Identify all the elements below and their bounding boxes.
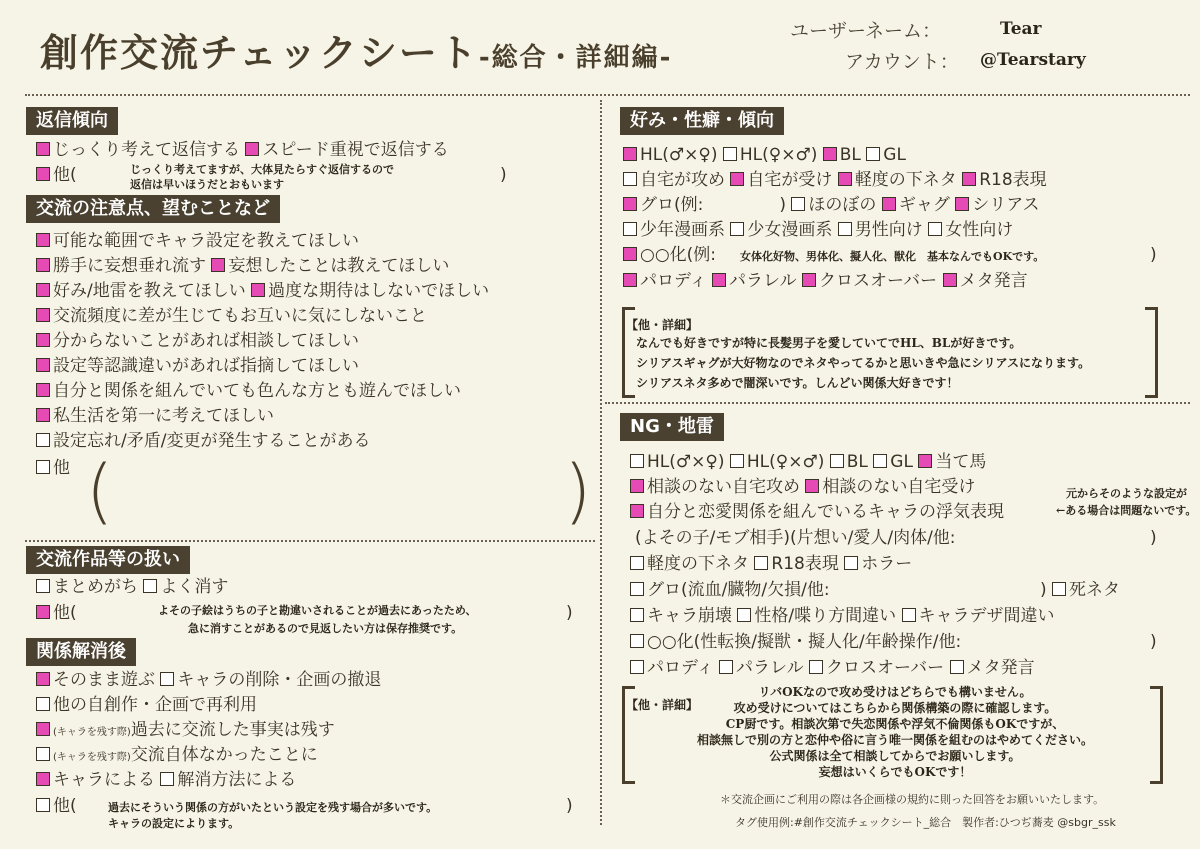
title-sub: -総合・詳細編- bbox=[478, 43, 673, 73]
reply-row-1: じっくり考えて返信する スピード重視で返信する bbox=[36, 138, 449, 163]
checkbox-checked[interactable] bbox=[36, 283, 50, 297]
checkbox-unchecked[interactable] bbox=[873, 454, 887, 468]
footer-note: ＊交流企画にご利用の際は各企画様の規約に則った回答をお願いいたします。 bbox=[720, 793, 1105, 806]
likes-row: グロ(例: ) ほのぼの ギャグ シリアス bbox=[623, 193, 1040, 218]
checkbox-unchecked[interactable] bbox=[844, 556, 858, 570]
checkbox-unchecked[interactable] bbox=[791, 197, 805, 211]
checkbox-unchecked[interactable] bbox=[866, 147, 880, 161]
checkbox-checked[interactable] bbox=[918, 454, 932, 468]
checkbox-unchecked[interactable] bbox=[730, 454, 744, 468]
checkbox-checked[interactable] bbox=[36, 308, 50, 322]
checkbox-checked[interactable] bbox=[36, 233, 50, 247]
ng-row: ○○化(性転換/擬獣・擬人化/年齢操作/他: bbox=[630, 630, 961, 655]
ng-row: パロディ パラレル クロスオーバー メタ発言 bbox=[630, 656, 1035, 681]
likes-row: 自宅が攻め 自宅が受け 軽度の下ネタ R18表現 bbox=[623, 168, 1047, 193]
works-note-1: よその子絵はうちの子と勘違いされることが過去にあったため、 bbox=[158, 604, 477, 617]
likes-transform-close: ) bbox=[1150, 245, 1157, 265]
likes-detail-line: なんでも好きですが特に長髪男子を愛していてでHL、BLが好きです。 bbox=[636, 336, 1022, 350]
checkbox-checked[interactable] bbox=[838, 172, 852, 186]
checkbox-checked[interactable] bbox=[36, 672, 50, 686]
likes-row: 少年漫画系 少女漫画系 男性向け 女性向け bbox=[623, 218, 1013, 243]
works-row: まとめがち よく消す bbox=[36, 575, 228, 600]
wish-line: 好み/地雷を教えてほしい 過度な期待はしないでほしい bbox=[36, 279, 489, 304]
dissolve-line: 他の自創作・企画で再利用 bbox=[36, 693, 257, 718]
checkbox-unchecked[interactable] bbox=[630, 556, 644, 570]
checkbox-checked[interactable] bbox=[955, 197, 969, 211]
dissolve-line: そのまま遊ぶ キャラの削除・企画の撤退 bbox=[36, 668, 381, 693]
checkbox-checked[interactable] bbox=[623, 247, 637, 261]
checkbox-checked[interactable] bbox=[251, 283, 265, 297]
reply-note-2: 返信は早いほうだとおもいます bbox=[130, 178, 284, 191]
ng-row: 相談のない自宅攻め 相談のない自宅受け bbox=[630, 475, 975, 500]
checkbox-checked[interactable] bbox=[962, 172, 976, 186]
dissolve-other: 他( bbox=[36, 794, 77, 819]
ng-row-sub: (よその子/モブ相手)(片想い/愛人/肉体/他: bbox=[635, 528, 956, 548]
checkbox-checked[interactable] bbox=[36, 167, 50, 181]
checkbox-unchecked[interactable] bbox=[630, 608, 644, 622]
checkbox-checked[interactable] bbox=[730, 172, 744, 186]
checkbox-unchecked[interactable] bbox=[36, 579, 50, 593]
checkbox-checked[interactable] bbox=[805, 479, 819, 493]
checkbox-checked[interactable] bbox=[823, 147, 837, 161]
checkbox-checked[interactable] bbox=[36, 383, 50, 397]
likes-row: HL(♂×♀) HL(♀×♂) BL GL bbox=[623, 143, 906, 168]
dissolve-line: キャラによる 解消方法による bbox=[36, 768, 296, 793]
checkbox-unchecked[interactable] bbox=[36, 460, 50, 474]
dissolve-note-1: 過去にそういう関係の方がいたという設定を残す場合が多いです。 bbox=[108, 801, 438, 814]
username-value: Tear bbox=[1000, 19, 1042, 39]
checkbox-unchecked[interactable] bbox=[36, 747, 50, 761]
checkbox-unchecked[interactable] bbox=[630, 660, 644, 674]
reply-note-1: じっくり考えてますが、大体見たらすぐ返信するので bbox=[130, 163, 394, 176]
checkbox-checked[interactable] bbox=[802, 273, 816, 287]
wish-line: 可能な範囲でキャラ設定を教えてほしい bbox=[36, 229, 359, 254]
likes-transform-note: 女体化好物、男体化、擬人化、獣化 基本なんでもOKです。 bbox=[740, 250, 1045, 263]
checkbox-checked[interactable] bbox=[211, 258, 225, 272]
wish-line: 分からないことがあれば相談してほしい bbox=[36, 329, 359, 354]
checkbox-unchecked[interactable] bbox=[838, 222, 852, 236]
checkbox-checked[interactable] bbox=[36, 408, 50, 422]
wish-line: 設定等認識違いがあれば指摘してほしい bbox=[36, 354, 359, 379]
ng-row: 軽度の下ネタ R18表現 ホラー bbox=[630, 552, 912, 577]
checkbox-unchecked[interactable] bbox=[623, 172, 637, 186]
checkbox-unchecked[interactable] bbox=[928, 222, 942, 236]
checkbox-checked[interactable] bbox=[36, 772, 50, 786]
reply-other-close: ) bbox=[500, 165, 507, 185]
dissolve-other-close: ) bbox=[566, 796, 573, 816]
ng-row-sub-close: ) bbox=[1150, 528, 1157, 548]
wish-line: 私生活を第一に考えてほしい bbox=[36, 404, 274, 429]
checkbox-checked[interactable] bbox=[36, 358, 50, 372]
ng-note-2: ←ある場合は問題ないです。 bbox=[1056, 504, 1197, 517]
likes-detail-bracket-right bbox=[1145, 307, 1158, 398]
likes-row: ○○化(例: bbox=[623, 243, 716, 268]
checkbox-unchecked[interactable] bbox=[36, 798, 50, 812]
checkbox-unchecked[interactable] bbox=[630, 582, 644, 596]
checkbox-unchecked[interactable] bbox=[36, 433, 50, 447]
page-title bbox=[40, 22, 672, 77]
ng-header: NG・地雷 bbox=[620, 413, 724, 441]
checkbox-checked[interactable] bbox=[712, 273, 726, 287]
works-note-2: 急に消すことがあるので見返したい方は保存推奨です。 bbox=[188, 622, 463, 635]
account-label: アカウント： bbox=[845, 51, 959, 73]
works-header: 交流作品等の扱い bbox=[26, 546, 190, 574]
checkbox-unchecked[interactable] bbox=[754, 556, 768, 570]
right-divider bbox=[605, 402, 1190, 404]
likes-detail-label: 【他・詳細】 bbox=[626, 318, 699, 332]
username-label: ユーザーネーム： bbox=[790, 20, 942, 42]
checkbox-checked[interactable] bbox=[623, 273, 637, 287]
ng-row-close: ) bbox=[1150, 632, 1157, 652]
footer-credit: タグ使用例:#創作交流チェックシート_総合 製作者:ひつぢ蕎麦 @sbgr_ssk bbox=[735, 816, 1116, 829]
ng-detail-line: リバOKなので攻め受けはどちらでも構いません。 bbox=[758, 685, 1032, 699]
likes-detail-line: シリアスネタ多めで闇深いです。しんどい関係大好きです！ bbox=[636, 376, 959, 390]
checkbox-unchecked[interactable] bbox=[723, 147, 737, 161]
checkbox-checked[interactable] bbox=[623, 197, 637, 211]
ng-row-death: ) 死ネタ bbox=[1040, 580, 1121, 600]
checkbox-checked[interactable] bbox=[36, 605, 50, 619]
checkbox-unchecked[interactable] bbox=[160, 772, 174, 786]
ng-row: 自分と恋愛関係を組んでいるキャラの浮気表現 bbox=[630, 500, 1004, 525]
checkbox-unchecked[interactable] bbox=[630, 454, 644, 468]
wish-line: 交流頻度に差が生じてもお互いに気にしないこと bbox=[36, 304, 427, 329]
left-divider bbox=[25, 540, 595, 542]
checkbox-checked[interactable] bbox=[630, 479, 644, 493]
reply-other: 他( bbox=[36, 163, 77, 188]
ng-detail-line: 攻め受けについてはこちらから関係構築の際に確認します。 bbox=[733, 701, 1057, 715]
checkbox-unchecked[interactable] bbox=[623, 222, 637, 236]
checkbox-unchecked[interactable] bbox=[809, 660, 823, 674]
ng-detail-label: 【他・詳細】 bbox=[626, 698, 699, 712]
checkbox-checked[interactable] bbox=[882, 197, 896, 211]
checkbox-checked[interactable] bbox=[36, 722, 50, 736]
wish-line: 自分と関係を組んでいても色んな方とも遊んでほしい bbox=[36, 379, 461, 404]
works-other: 他( bbox=[36, 601, 77, 626]
checkbox-unchecked[interactable] bbox=[830, 454, 844, 468]
checkbox-checked[interactable] bbox=[36, 142, 50, 156]
account-value: @Tearstary bbox=[980, 50, 1086, 70]
checkbox-unchecked[interactable] bbox=[630, 634, 644, 648]
ng-detail-line: 妄想はいくらでもOKです！ bbox=[818, 765, 972, 779]
column-divider bbox=[600, 100, 602, 825]
ng-row: グロ(流血/臓物/欠損/他: bbox=[630, 578, 830, 603]
wishes-header: 交流の注意点、望むことなど bbox=[26, 195, 280, 223]
checkbox-checked[interactable] bbox=[36, 333, 50, 347]
top-divider bbox=[25, 94, 1190, 96]
checkbox-checked[interactable] bbox=[36, 258, 50, 272]
ng-detail-line: CP厨です。相談次第で失恋関係や浮気不倫関係もOKですが、 bbox=[725, 717, 1065, 731]
works-other-close: ) bbox=[566, 603, 573, 623]
dissolve-line: (キャラを残す際)交流自体なかったことに bbox=[36, 743, 318, 770]
checkbox-unchecked[interactable] bbox=[719, 660, 733, 674]
reply-header: 返信傾向 bbox=[26, 107, 118, 135]
dissolve-note-2: キャラの設定によります。 bbox=[108, 817, 240, 830]
likes-detail-line: シリアスギャグが大好物なのでネタやってるかと思いきや急にシリアスになります。 bbox=[636, 356, 1091, 370]
ng-row: HL(♂×♀) HL(♀×♂) BL GL 当て馬 bbox=[630, 450, 986, 475]
checkbox-unchecked[interactable] bbox=[1052, 582, 1066, 596]
checkbox-unchecked[interactable] bbox=[950, 660, 964, 674]
ng-detail-line: 相談無しで別の方と恋仲や俗に言う唯一関係を組むのはやめてください。 bbox=[696, 733, 1093, 747]
checkbox-unchecked[interactable] bbox=[730, 222, 744, 236]
ng-detail-line: 公式関係は全て相談してからでお願いします。 bbox=[769, 749, 1021, 763]
checkbox-unchecked[interactable] bbox=[902, 608, 916, 622]
ng-detail-text bbox=[640, 684, 1150, 780]
checkbox-checked[interactable] bbox=[630, 504, 644, 518]
checkbox-unchecked[interactable] bbox=[160, 672, 174, 686]
wish-line: 設定忘れ/矛盾/変更が発生することがある bbox=[36, 429, 370, 454]
checkbox-checked[interactable] bbox=[245, 142, 259, 156]
checkbox-unchecked[interactable] bbox=[737, 608, 751, 622]
checkbox-checked[interactable] bbox=[943, 273, 957, 287]
ng-note-1: 元からそのような設定が bbox=[1066, 487, 1187, 500]
dissolve-line: (キャラを残す際)過去に交流した事実は残す bbox=[36, 718, 335, 745]
checkbox-unchecked[interactable] bbox=[143, 579, 157, 593]
likes-header: 好み・性癖・傾向 bbox=[620, 107, 784, 135]
wish-paren-open: ( bbox=[86, 450, 114, 532]
checkbox-checked[interactable] bbox=[623, 147, 637, 161]
wish-line: 勝手に妄想垂れ流す 妄想したことは教えてほしい bbox=[36, 254, 449, 279]
title-main: 創作交流チェックシート bbox=[40, 31, 479, 75]
ng-detail-bracket-right bbox=[1150, 686, 1163, 784]
dissolve-header: 関係解消後 bbox=[26, 638, 136, 666]
checkbox-unchecked[interactable] bbox=[36, 697, 50, 711]
likes-row: パロディ パラレル クロスオーバー メタ発言 bbox=[623, 269, 1028, 294]
wish-paren-close: ) bbox=[564, 450, 592, 532]
ng-row: キャラ崩壊 性格/喋り方間違い キャラデザ間違い bbox=[630, 604, 1055, 629]
wish-other: 他 bbox=[36, 456, 70, 481]
